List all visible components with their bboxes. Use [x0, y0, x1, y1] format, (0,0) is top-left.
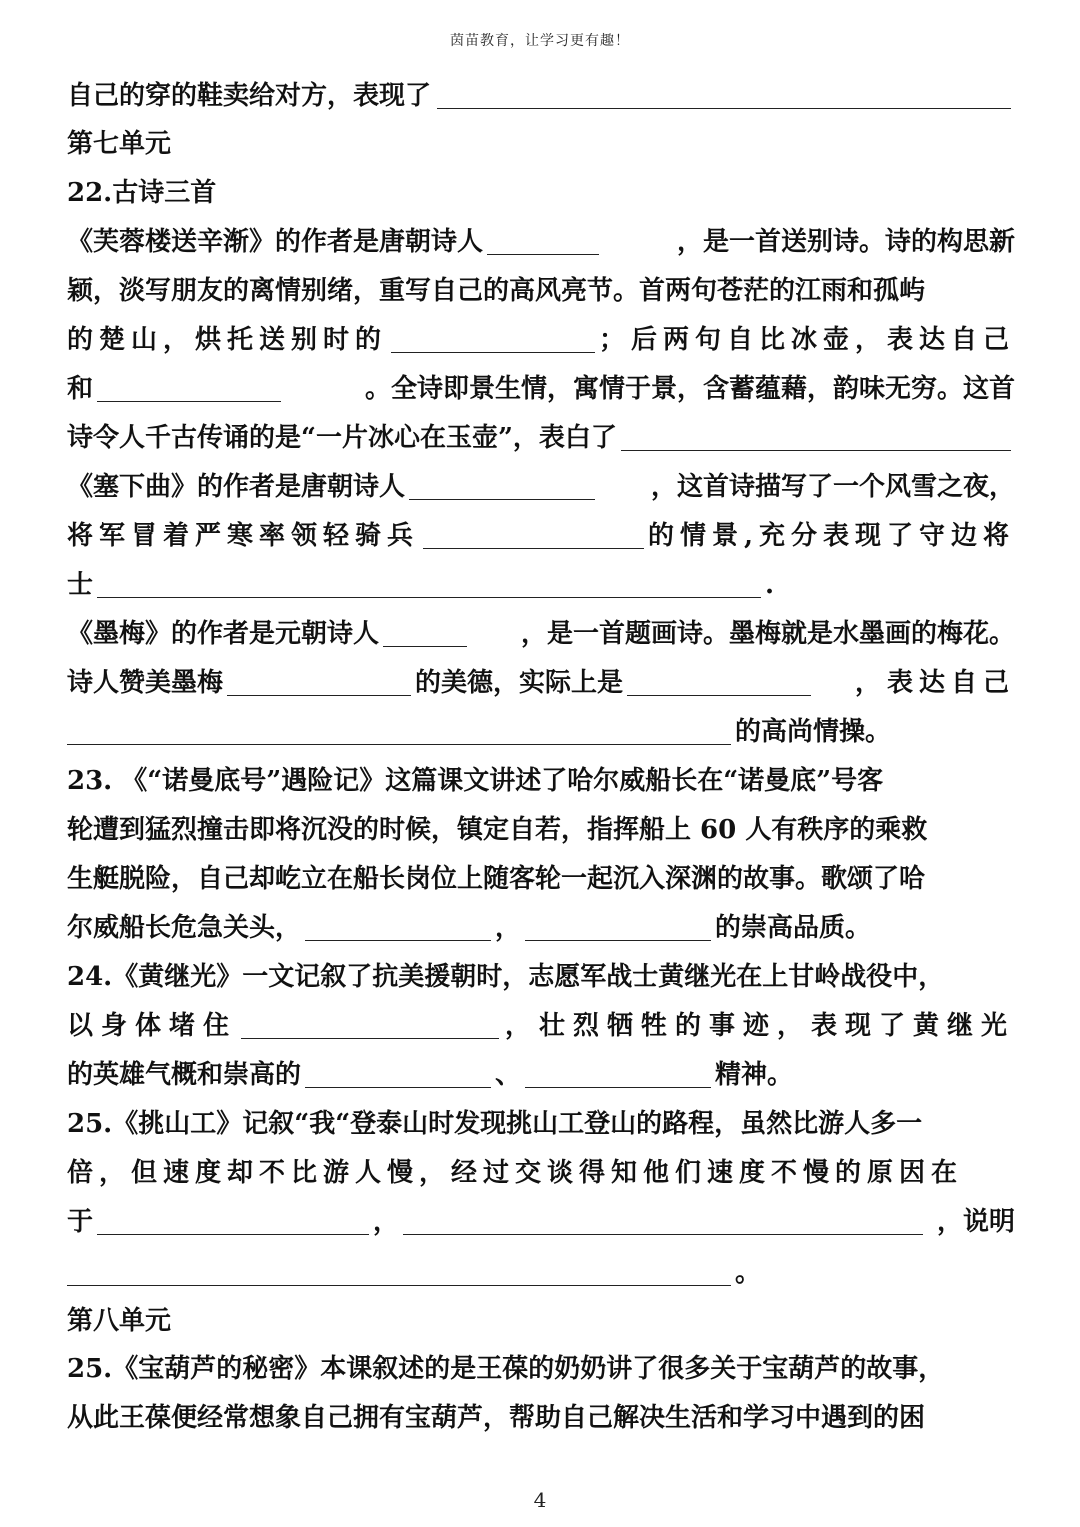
answer-blank[interactable] — [305, 1061, 491, 1088]
text-line: 《芙蓉楼送辛渐》的作者是唐朝诗人 ，是一首送别诗。诗的构思新 — [67, 227, 1015, 257]
text-line: 24.《黄继光》一文记叙了抗美援朝时，志愿军战士黄继光在上甘岭战役中， — [67, 962, 945, 992]
text-line: 倍，但速度却不比游人慢，经过交谈得知他们速度不慢的原因在 — [67, 1158, 964, 1188]
answer-blank[interactable] — [423, 522, 644, 549]
answer-blank[interactable] — [621, 424, 1011, 451]
answer-blank[interactable] — [97, 375, 281, 402]
answer-blank[interactable] — [627, 669, 811, 696]
text-line: 士 . — [67, 570, 775, 600]
text-line: 的英雄气概和崇高的 、 精神。 — [67, 1060, 794, 1090]
text-line: 将军冒着严寒率领轻骑兵 的情景,充分表现了守边将 — [67, 521, 1015, 551]
text-line: 的高尚情操。 — [67, 708, 1015, 757]
text-line: 生艇脱险，自己却屹立在船长岗位上随客轮一起沉入深渊的故事。歌颂了哈 — [67, 864, 926, 894]
answer-blank[interactable] — [305, 914, 491, 941]
text-line: 《墨梅》的作者是元朝诗人 ，是一首题画诗。墨梅就是水墨画的梅花。 — [67, 619, 1015, 649]
answer-blank[interactable] — [487, 228, 599, 255]
page-number: 4 — [533, 1488, 547, 1512]
text-line: 25.《宝葫芦的秘密》本课叙述的是王葆的奶奶讲了很多关于宝葫芦的故事， — [67, 1354, 945, 1384]
text-line: 《塞下曲》的作者是唐朝诗人 ，这首诗描写了一个风雪之夜， — [67, 472, 1015, 502]
text-line: 。 — [67, 1249, 1015, 1298]
text-line: 的楚山，烘托送别时的 ；后两句自比冰壶，表达自己 — [67, 325, 1015, 355]
answer-blank[interactable] — [97, 571, 761, 598]
answer-blank[interactable] — [391, 326, 595, 353]
unit-heading: 第七单元 — [67, 129, 172, 159]
text-line: 尔威船长危急关头， ， 的崇高品质。 — [67, 913, 872, 943]
answer-blank[interactable] — [403, 1208, 923, 1235]
answer-blank[interactable] — [525, 914, 711, 941]
answer-blank[interactable] — [383, 620, 467, 647]
answer-blank[interactable] — [227, 669, 411, 696]
text-line: 以身体堵住 ，壮烈牺牲的事迹，表现了黄继光 — [67, 1011, 1015, 1041]
text-line: 自己的穿的鞋卖给对方，表现了 — [67, 72, 1015, 121]
section-title: 22.古诗三首 — [67, 178, 217, 208]
text-line: 诗人赞美墨梅 的美德，实际上是 ，表达自己 — [67, 668, 1015, 698]
text-line: 和 。全诗即景生情，寓情于景，含蓄蕴藉，韵味无穷。这首 — [67, 374, 1015, 404]
text-line: 轮遭到猛烈撞击即将沉没的时候，镇定自若，指挥船上 60 人有秩序的乘救 — [67, 815, 928, 845]
text-line: 于 ， ，说明 — [67, 1207, 1015, 1237]
answer-blank[interactable] — [67, 718, 731, 745]
answer-blank[interactable] — [525, 1061, 711, 1088]
text-line: 23. 《“诺曼底号”遇险记》这篇课文讲述了哈尔威船长在“诺曼底”号客 — [67, 766, 884, 796]
page-header: 茵苗教育，让学习更有趣！ — [450, 33, 630, 49]
text-line: 颖，淡写朋友的离情别绪，重写自己的高风亮节。首两句苍茫的江雨和孤屿 — [67, 276, 926, 306]
answer-blank[interactable] — [241, 1012, 499, 1039]
answer-blank[interactable] — [67, 1259, 731, 1286]
text-line: 25.《挑山工》记叙“我“登泰山时发现挑山工登山的路程，虽然比游人多一 — [67, 1109, 923, 1139]
answer-blank[interactable] — [409, 473, 595, 500]
text-line: 诗令人千古传诵的是“一片冰心在玉壶”，表白了 — [67, 414, 1015, 463]
answer-blank[interactable] — [97, 1208, 369, 1235]
unit-heading: 第八单元 — [67, 1306, 172, 1336]
text-line: 从此王葆便经常想象自己拥有宝葫芦，帮助自己解决生活和学习中遇到的困 — [67, 1403, 926, 1433]
answer-blank[interactable] — [437, 82, 1011, 109]
